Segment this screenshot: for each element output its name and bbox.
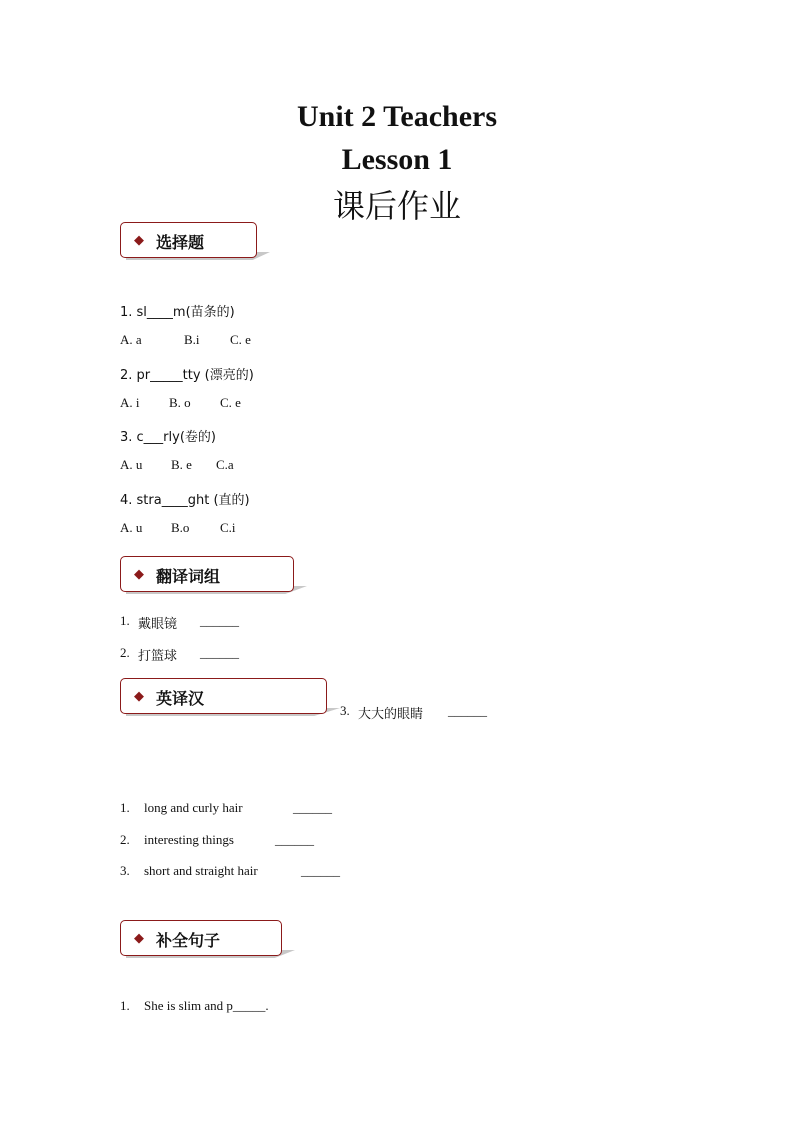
item-text: short and straight hair bbox=[144, 863, 258, 878]
sentence-text: She is slim and p_____. bbox=[144, 998, 269, 1013]
option: B.o bbox=[171, 520, 190, 535]
item-number: 1. bbox=[120, 613, 130, 628]
section-header-choice bbox=[120, 222, 257, 258]
item-number: 3. bbox=[120, 863, 130, 878]
option: C. e bbox=[220, 395, 241, 410]
page-title: Unit 2 Teachers bbox=[296, 100, 497, 133]
option: A. i bbox=[120, 395, 140, 410]
item-text: 大大的眼睛 bbox=[358, 707, 424, 722]
item-number: 2. bbox=[120, 645, 130, 660]
option: B.i bbox=[184, 332, 200, 347]
option: C. e bbox=[230, 332, 251, 347]
diamond-icon: ◆ bbox=[134, 931, 144, 946]
section-header-en-cn bbox=[120, 678, 327, 714]
option: A. u bbox=[120, 520, 143, 535]
diamond-icon: ◆ bbox=[134, 233, 144, 248]
answer-blank[interactable]: ______ bbox=[448, 703, 487, 718]
option: A. u bbox=[120, 457, 143, 472]
option: B. e bbox=[171, 457, 192, 472]
section-label: 补全句子 bbox=[156, 931, 221, 950]
section-label: 英译汉 bbox=[156, 689, 205, 708]
question-text: 4. stra____ght (直的) bbox=[120, 493, 250, 508]
answer-blank[interactable]: ______ bbox=[200, 613, 239, 628]
item-number: 2. bbox=[120, 832, 130, 847]
section-label: 翻译词组 bbox=[156, 567, 221, 586]
answer-blank[interactable]: ______ bbox=[200, 645, 239, 660]
diamond-icon: ◆ bbox=[134, 567, 144, 582]
item-text: long and curly hair bbox=[144, 800, 243, 815]
item-number: 3. bbox=[340, 703, 350, 718]
answer-blank[interactable]: ______ bbox=[301, 863, 340, 878]
option: C.i bbox=[220, 520, 236, 535]
item-text: 戴眼镜 bbox=[138, 617, 178, 632]
question-text: 1. sl____m(苗条的) bbox=[120, 305, 235, 320]
question-text: 3. c___rly(卷的) bbox=[120, 430, 216, 445]
item-text: 打篮球 bbox=[138, 649, 178, 664]
diamond-icon: ◆ bbox=[134, 689, 144, 704]
item-number: 1. bbox=[120, 800, 130, 815]
answer-blank[interactable]: ______ bbox=[275, 832, 314, 847]
option: C.a bbox=[216, 457, 234, 472]
section-label: 选择题 bbox=[156, 233, 205, 252]
answer-blank[interactable]: ______ bbox=[293, 800, 332, 815]
option: B. o bbox=[169, 395, 191, 410]
homework-title: 课后作业 bbox=[332, 187, 461, 225]
item-number: 1. bbox=[120, 998, 130, 1013]
section-header-complete bbox=[120, 920, 282, 956]
section-header-phrase bbox=[120, 556, 294, 592]
item-text: interesting things bbox=[144, 832, 234, 847]
question-text: 2. pr_____tty (漂亮的) bbox=[120, 368, 254, 383]
lesson-title: Lesson 1 bbox=[341, 143, 453, 176]
option: A. a bbox=[120, 332, 142, 347]
